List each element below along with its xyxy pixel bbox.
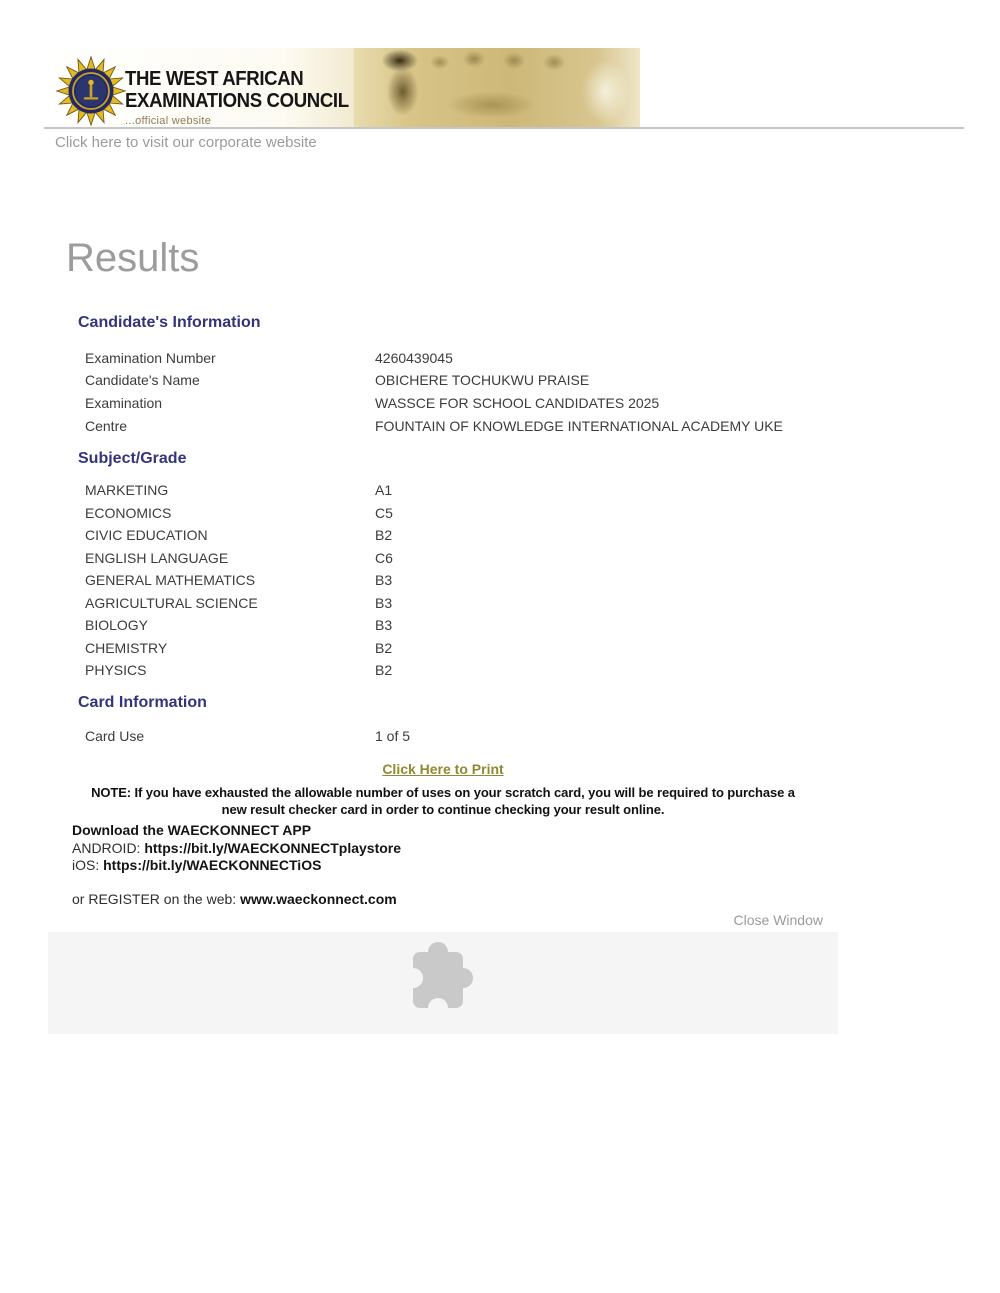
android-label: ANDROID: [72,839,145,856]
subject-row [85,527,905,549]
subject-grade: C5 [375,505,393,521]
subject-grade: A1 [375,482,393,498]
note-text [48,784,838,818]
info-row-examination [85,395,905,417]
subject-name: PHYSICS [85,662,147,678]
puzzle-piece-icon [409,944,477,1023]
subject-row [85,550,905,572]
subject-grade: C6 [375,550,393,566]
org-name-line1: THE WEST AFRICAN [125,68,304,90]
subject-name: CIVIC EDUCATION [85,527,208,543]
android-url: https://bit.ly/WAECKONNECTplaystore [144,839,402,856]
subject-name: BIOLOGY [85,617,149,633]
subject-grade: B2 [375,640,393,656]
subject-row [85,617,905,639]
subject-row [85,662,905,684]
info-value: WASSCE FOR SCHOOL CANDIDATES 2025 [375,395,660,411]
org-name-line2: EXAMINATIONS COUNCIL [125,90,349,112]
info-value: OBICHERE TOCHUKWU PRAISE [375,372,590,388]
info-value: FOUNTAIN OF KNOWLEDGE INTERNATIONAL ACADEMY UKE [375,418,783,434]
subject-grade: B2 [375,662,393,678]
ios-label: iOS: [72,857,104,873]
info-label: Examination [85,395,163,411]
subject-grade: B3 [375,595,393,611]
card-use-label: Card Use [85,728,145,744]
card-use-row [85,728,905,750]
plugin-placeholder [48,932,838,1034]
subject-name: AGRICULTURAL SCIENCE [85,595,258,611]
waec-logo-icon [55,55,127,127]
info-row-candidate-name [85,372,905,394]
register-line [72,891,401,909]
note-line2: new result checker card in order to continue checking your result online. [221,802,665,817]
subject-name: ENGLISH LANGUAGE [85,550,229,566]
info-label: Candidate's Name [85,372,200,388]
subject-grade: B3 [375,572,393,588]
card-use-value: 1 of 5 [375,728,411,744]
header-banner [48,48,640,127]
app-promo [72,822,401,908]
graduation-photo-banner [354,48,640,127]
subject-row [85,505,905,527]
subject-row [85,595,905,617]
info-value: 4260439045 [375,350,453,366]
subject-row [85,572,905,594]
info-label: Examination Number [85,350,216,366]
register-label: or REGISTER on the web: [72,890,241,907]
register-url: www.waeckonnect.com [240,890,397,907]
subject-name: MARKETING [85,482,169,498]
subject-name: CHEMISTRY [85,640,168,656]
ios-link-line [72,857,401,875]
info-row-exam-number [85,350,905,372]
candidate-info-heading: Candidate's Information [78,314,261,331]
card-info-heading: Card Information [78,694,207,711]
subject-row [85,482,905,504]
corporate-website-link[interactable]: Click here to visit our corporate website [55,134,317,151]
ios-url: https://bit.ly/WAECKONNECTiOS [103,857,322,873]
note-line1: NOTE: If you have exhausted the allowable number of uses on your scratch card, you will be required to purchase a [91,785,795,800]
subject-name: ECONOMICS [85,505,172,521]
info-row-centre [85,418,905,440]
close-window-link[interactable]: Close Window [733,912,823,928]
subject-grade: B2 [375,527,393,543]
header-divider [44,127,964,129]
subject-grade: B3 [375,617,393,633]
info-label: Centre [85,418,128,434]
official-website-tagline: ...official website [125,115,212,127]
subject-name: GENERAL MATHEMATICS [85,572,256,588]
subject-row [85,640,905,662]
org-name [125,68,366,127]
print-link[interactable]: Click Here to Print [382,761,504,777]
subject-grade-heading: Subject/Grade [78,450,187,467]
app-promo-title: Download the WAECKONNECT APP [72,822,312,838]
android-link-line [72,840,401,858]
page-title: Results [66,236,200,280]
